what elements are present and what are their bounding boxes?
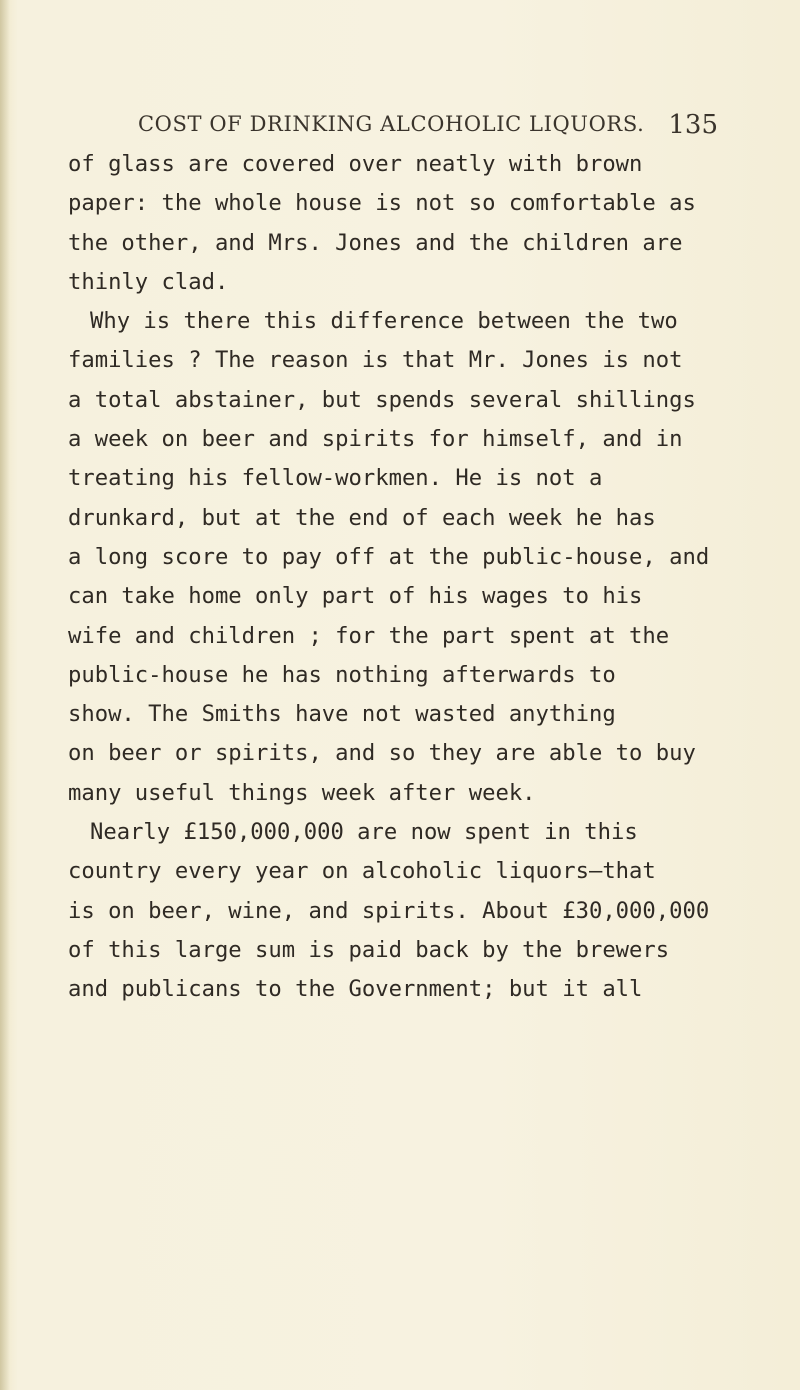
page-number: 135 <box>668 110 718 140</box>
text-line: a total abstainer, but spends several shillings <box>68 386 696 413</box>
text-line: families ? The reason is that Mr. Jones is not <box>68 347 683 374</box>
text-line: can take home only part of his wages to his <box>68 583 643 610</box>
body-text <box>68 145 708 1010</box>
text-line: a long score to pay off at the public-house, and <box>68 543 710 570</box>
text-line: show. The Smiths have not wasted anything <box>68 701 616 728</box>
page-edge-shadow <box>0 0 10 1390</box>
text-line: country every year on alcoholic liquors—that <box>68 858 656 885</box>
paragraph-start-line: Why is there this difference between the two <box>90 308 678 335</box>
text-line: wife and children ; for the part spent at the <box>68 622 670 649</box>
text-line: a week on beer and spirits for himself, and in <box>68 426 683 453</box>
running-title: COST OF DRINKING ALCOHOLIC LIQUORS. <box>138 112 645 136</box>
text-line: on beer or spirits, and so they are able to buy <box>68 740 696 767</box>
text-line: drunkard, but at the end of each week he has <box>68 504 656 531</box>
text-line: the other, and Mrs. Jones and the children are <box>68 229 683 256</box>
paragraph-start-line: Nearly £150,000,000 are now spent in this <box>90 819 638 846</box>
text-line: paper: the whole house is not so comfortable as <box>68 190 696 217</box>
text-line: is on beer, wine, and spirits. About £30,000,000 <box>68 897 710 924</box>
text-line: many useful things week after week. <box>68 779 536 806</box>
text-line: of glass are covered over neatly with brown <box>68 151 643 177</box>
text-line: of this large sum is paid back by the brewers <box>68 936 670 963</box>
text-line: treating his fellow-workmen. He is not a <box>68 465 603 492</box>
text-line: public-house he has nothing afterwards to <box>68 661 616 688</box>
text-line: thinly clad. <box>68 268 229 295</box>
text-line: and publicans to the Government; but it all <box>68 976 643 1003</box>
